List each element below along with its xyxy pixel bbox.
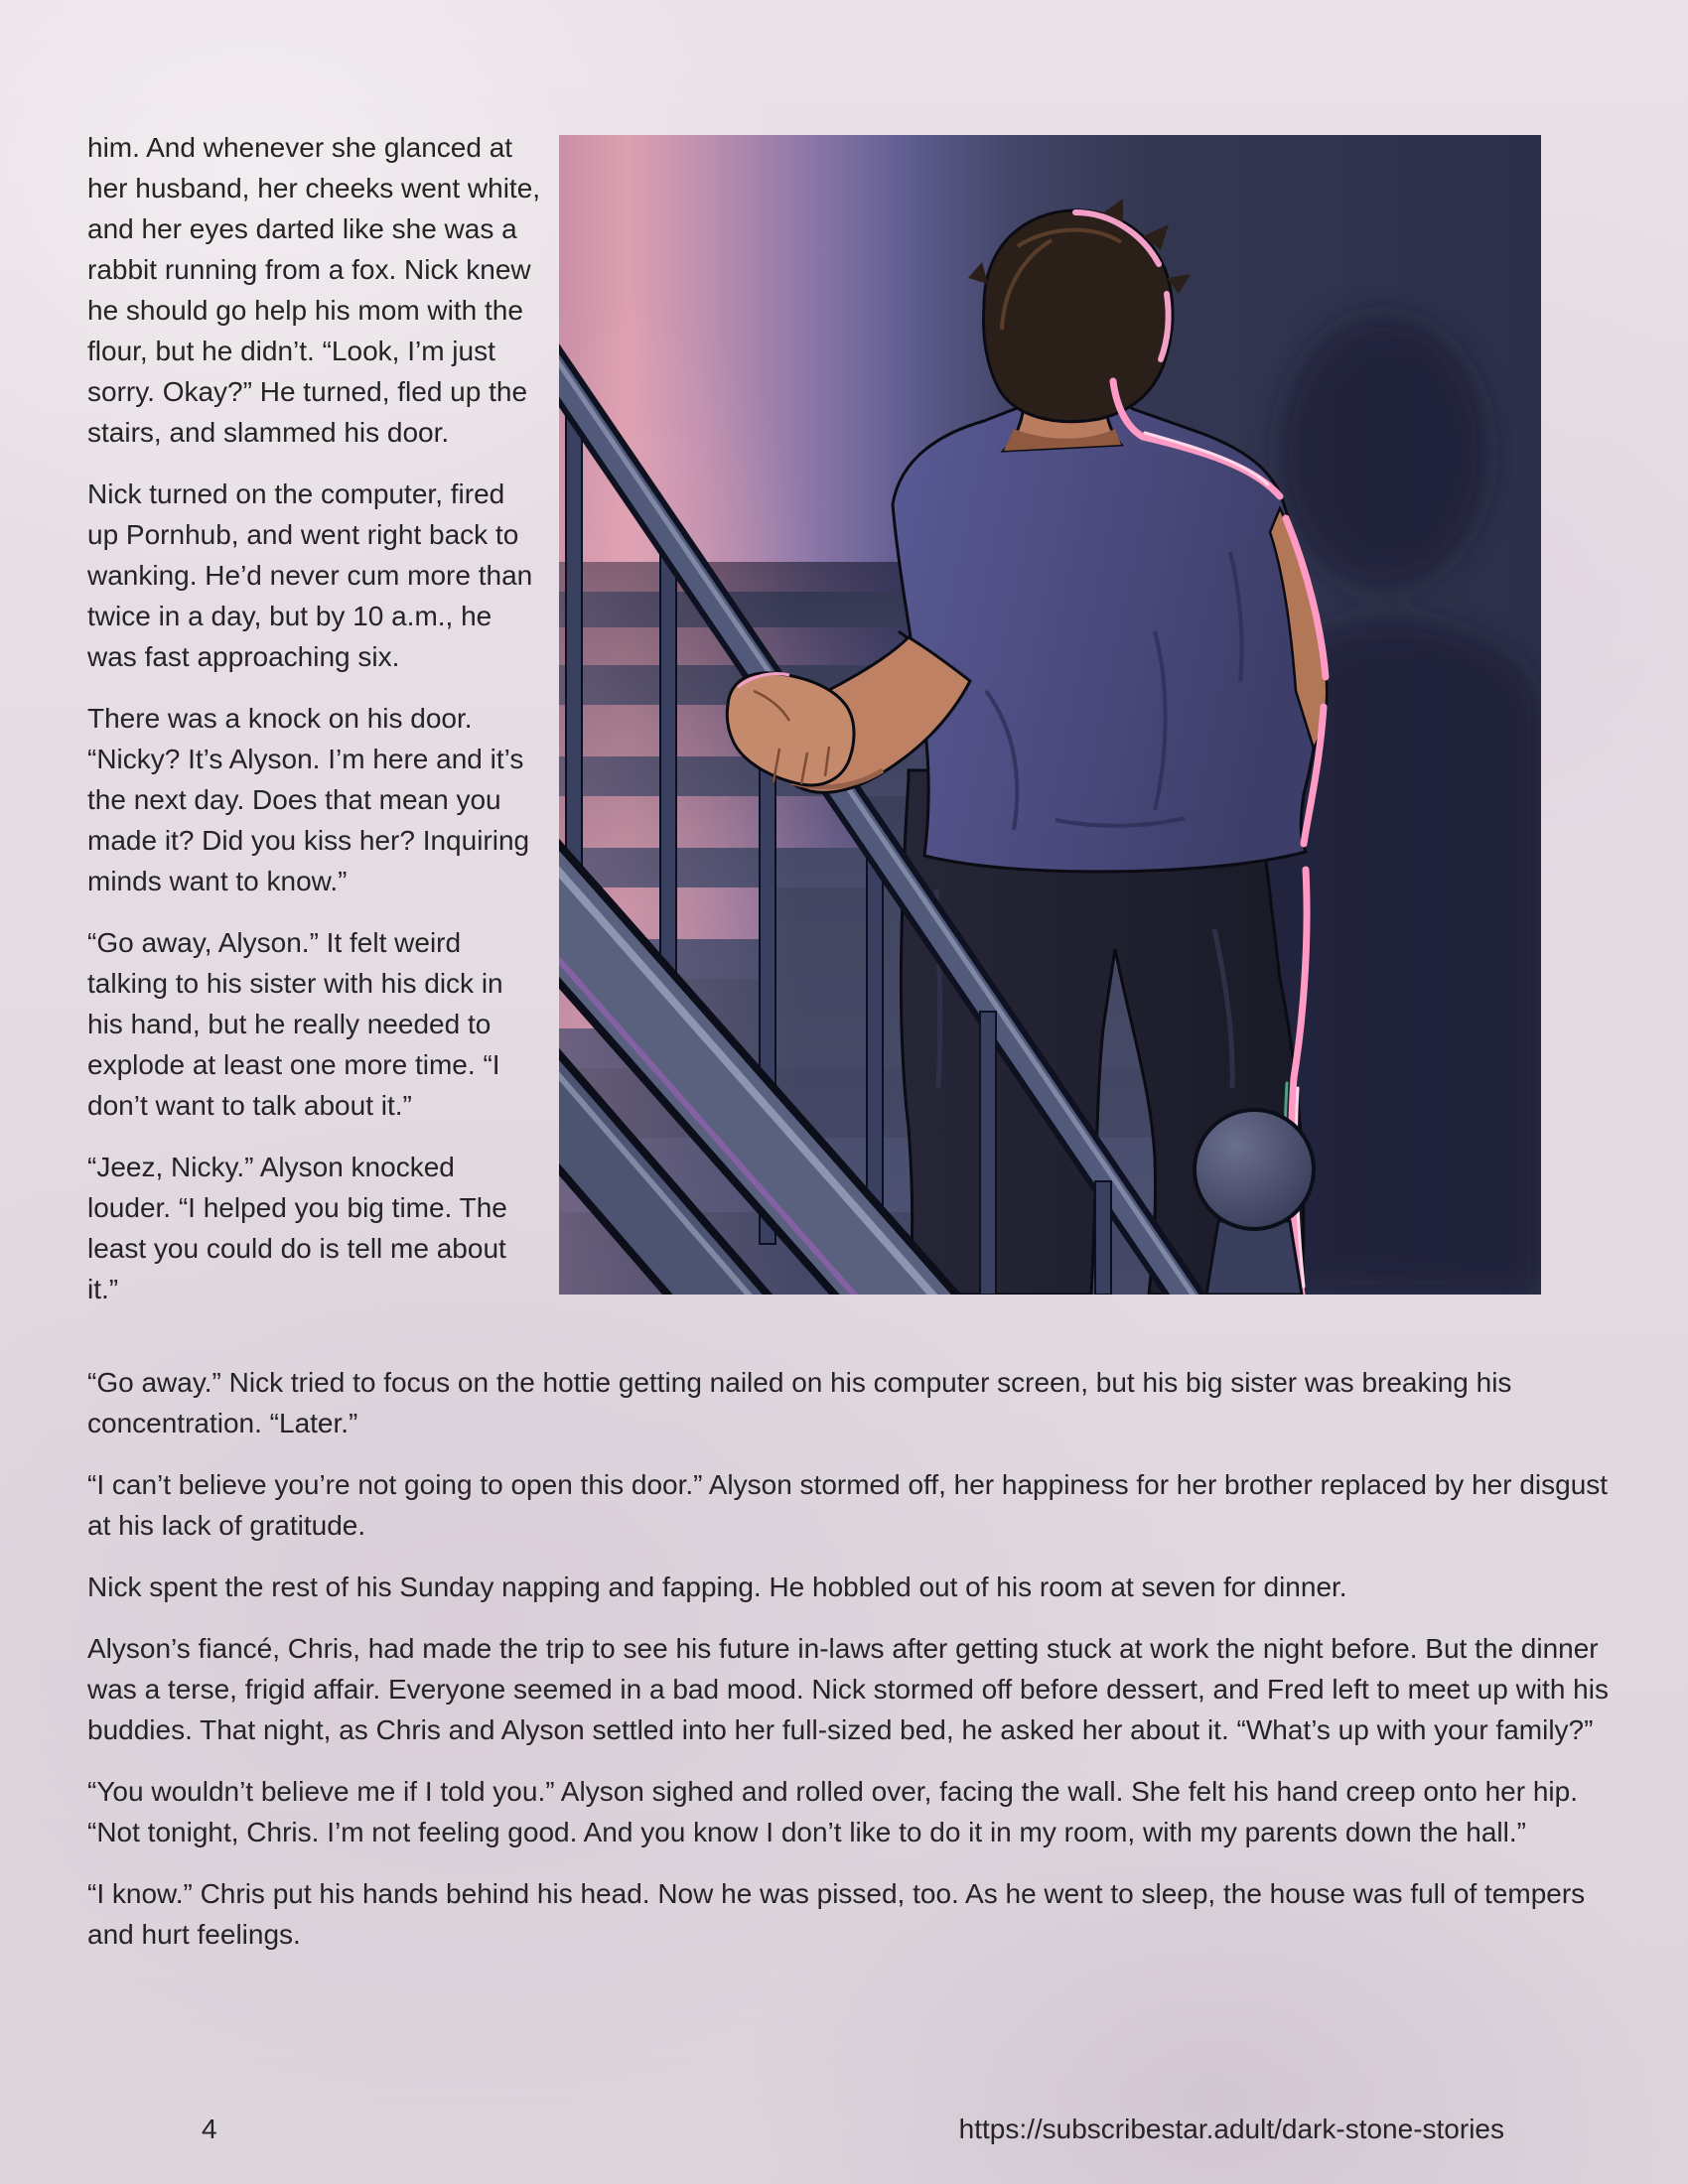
story-paragraph: “You wouldn’t believe me if I told you.” Alyson sighed and rolled over, facing the wall. She felt his hand creep onto her hip. “Not tonight, Chris. I’m not feeling good. And you know I don’t like to do it in my room, with my parents down the hall.”	[87, 1776, 1578, 1847]
stairs-illustration-canvas	[559, 135, 1541, 1295]
story-text-full-width	[87, 1362, 1621, 1976]
story-paragraph: “Jeez, Nicky.” Alyson knocked louder. “I helped you big time. The least you could do is tell me about it.”	[87, 1152, 507, 1304]
newel-post-ball	[1195, 1110, 1314, 1295]
story-paragraph: “I know.” Chris put his hands behind his head. Now he was pissed, too. As he went to sleep, the house was full of tempers and hurt feelings.	[87, 1878, 1586, 1950]
story-paragraph: Nick spent the rest of his Sunday napping and fapping. He hobbled out of his room at seven for dinner.	[87, 1571, 1347, 1602]
story-paragraph: Nick turned on the computer, fired up Pornhub, and went right back to wanking. He’d never cum more than twice in a day, but by 10 a.m., he was fast approaching six.	[87, 478, 533, 672]
page-number: 4	[202, 2114, 217, 2144]
story-paragraph: him. And whenever she glanced at her husband, her cheeks went white, and her eyes darted like she was a rabbit running from a fox. Nick knew he should go help his mom with the flour, but he didn’t. “Look, I’m just sorry. Okay?” He turned, fled up the stairs, and slammed his door.	[87, 132, 541, 448]
story-paragraph: “Go away.” Nick tried to focus on the hottie getting nailed on his computer screen, but his big sister was breaking his concentration. “Later.”	[87, 1367, 1512, 1438]
footer-url-link[interactable]: https://subscribestar.adult/dark-stone-stories	[958, 2114, 1504, 2144]
stairs-illustration	[559, 135, 1541, 1295]
story-paragraph: “Go away, Alyson.” It felt weird talking to his sister with his dick in his hand, but he really needed to explode at least one more time. “I don’t want to talk about it.”	[87, 927, 503, 1121]
story-paragraph: Alyson’s fiancé, Chris, had made the trip to see his future in-laws after getting stuck at work the night before. But the dinner was a terse, frigid affair. Everyone seemed in a bad mood. Nick stormed off before dessert, and Fred left to meet up with his buddies. That night, as Chris and Alyson settled into her full-sized bed, he asked her about it. “What’s up with your family?”	[87, 1633, 1609, 1745]
story-paragraph: There was a knock on his door. “Nicky? It’s Alyson. I’m here and it’s the next day. Does that mean you made it? Did you kiss her? Inquiring minds want to know.”	[87, 703, 530, 896]
story-paragraph: “I can’t believe you’re not going to open this door.” Alyson stormed off, her happiness for her brother replaced by her disgust at his lack of gratitude.	[87, 1469, 1609, 1541]
story-text-column	[87, 127, 542, 1330]
